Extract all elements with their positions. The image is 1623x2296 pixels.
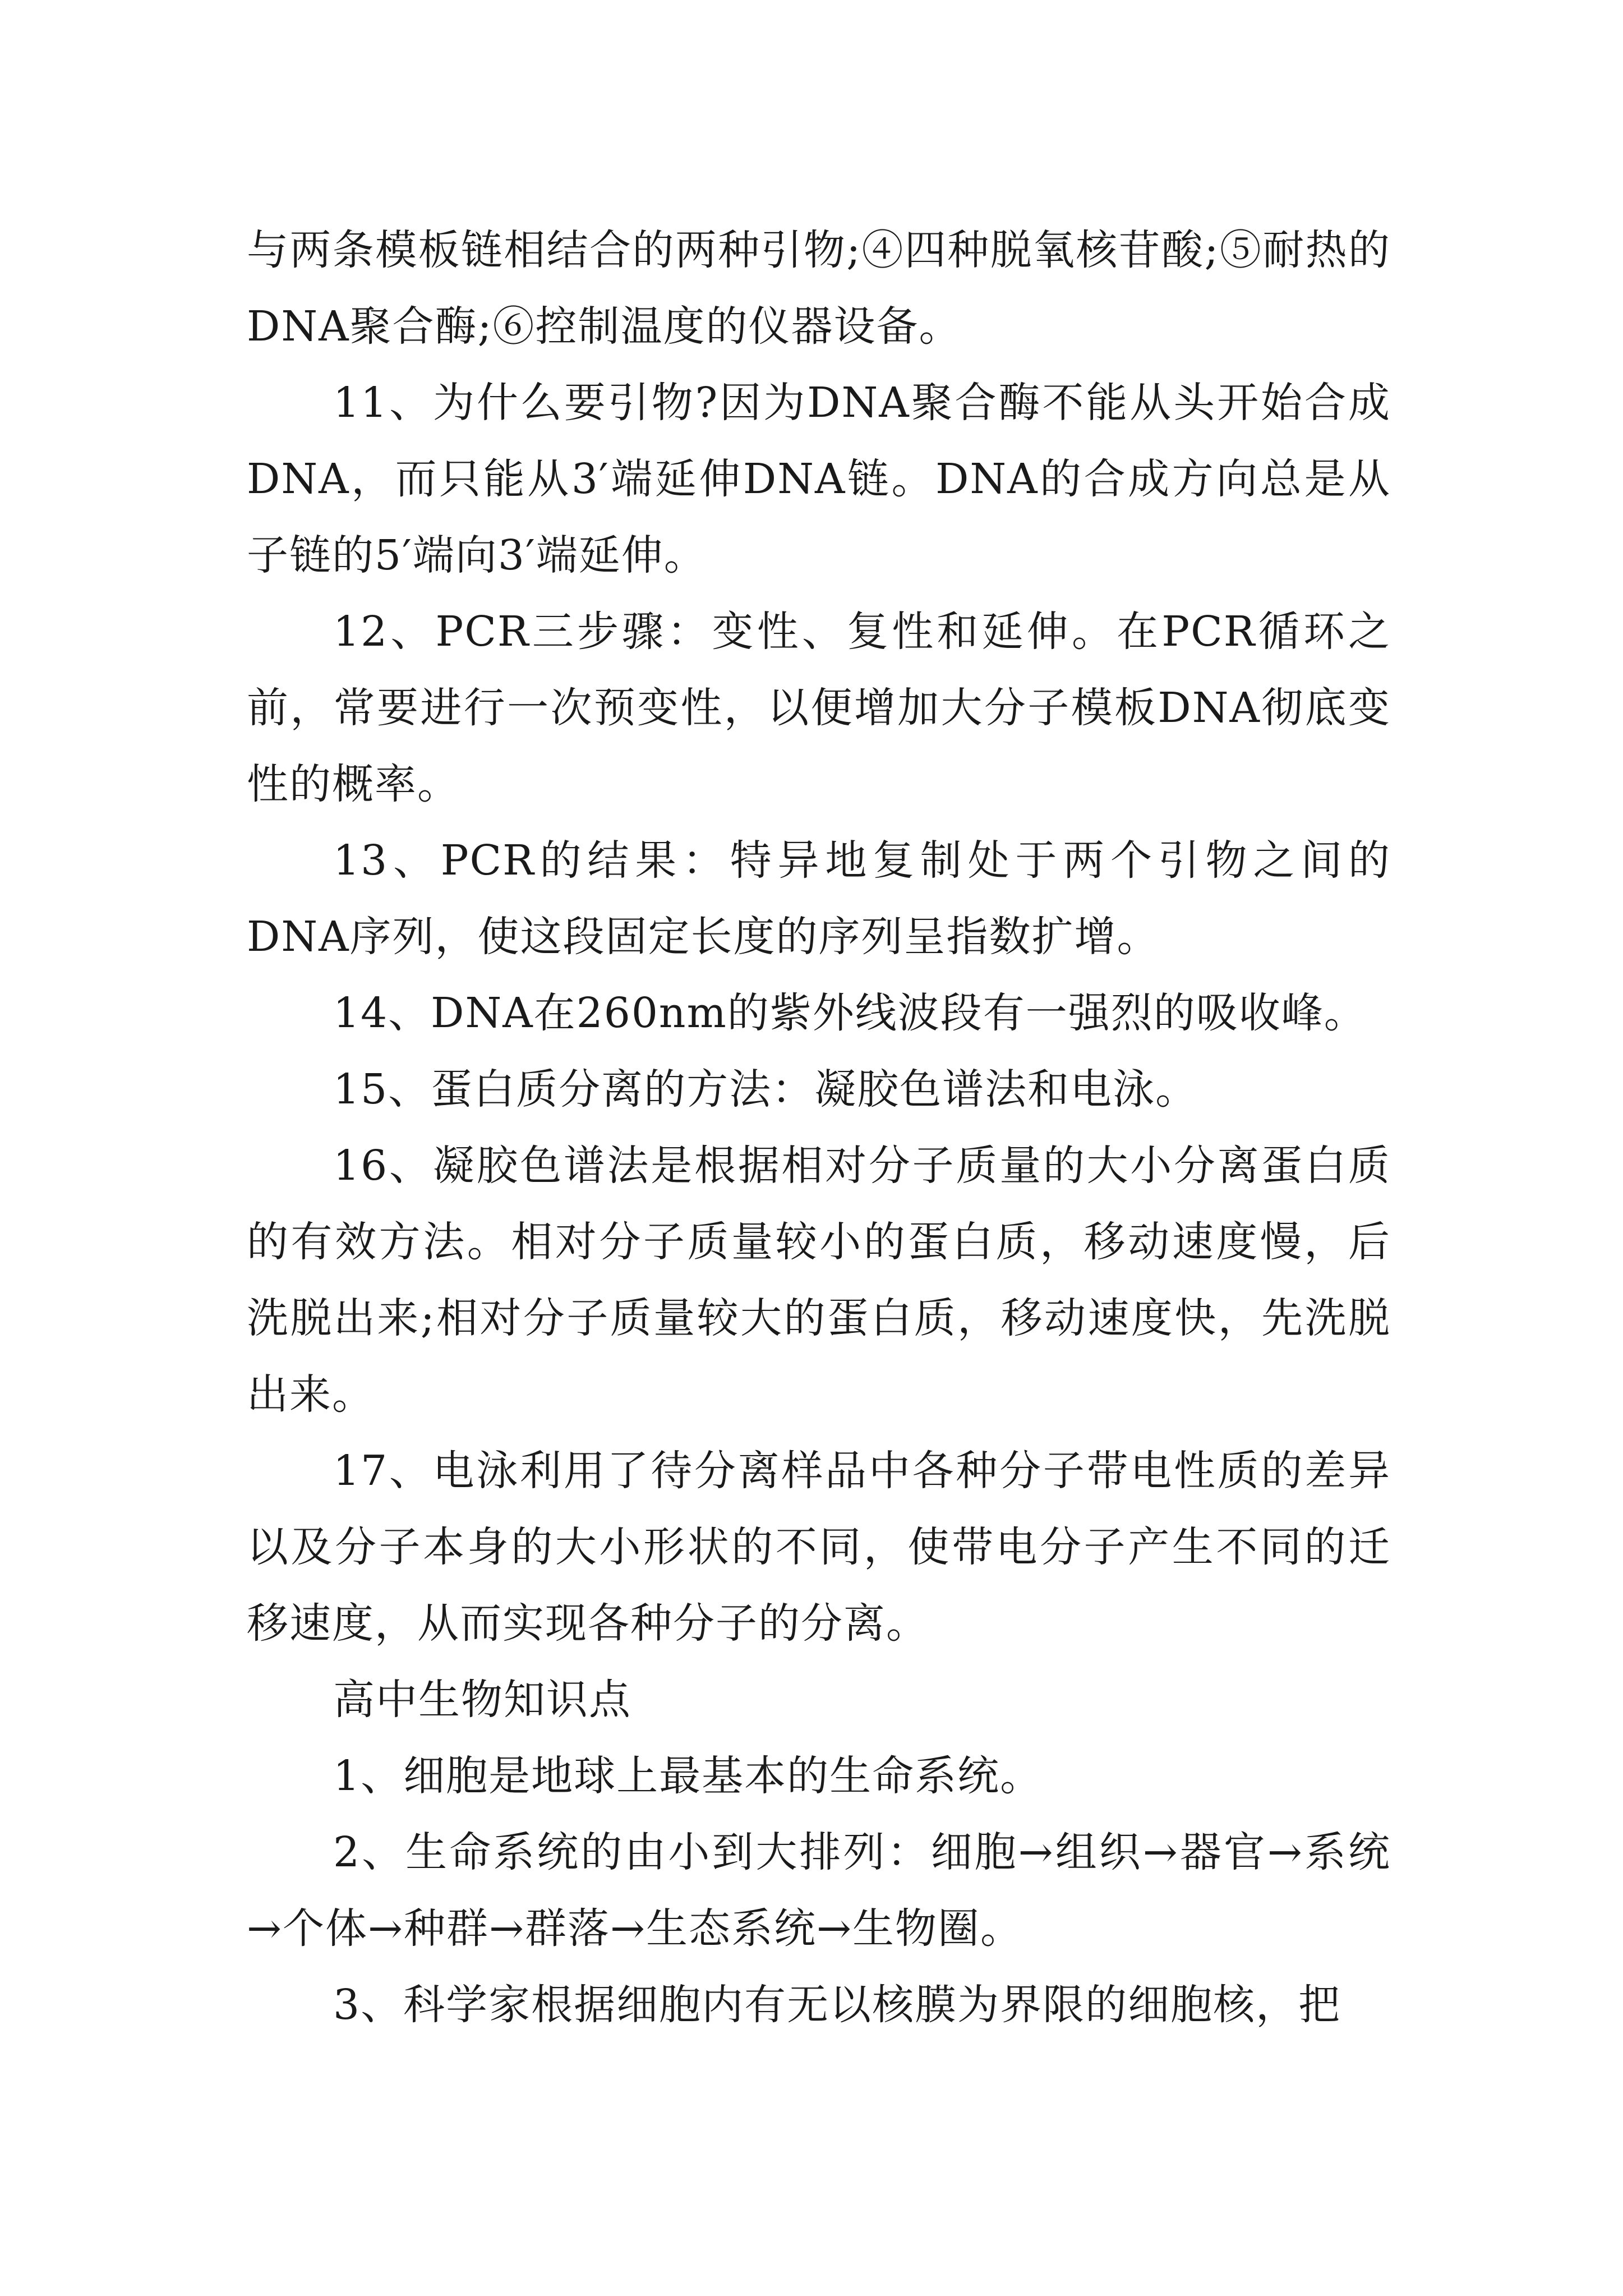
paragraph-1-cell-basic: 1、细胞是地球上最基本的生命系统。 <box>333 1752 1043 1800</box>
section-heading: 高中生物知识点 <box>333 1676 631 1724</box>
paragraph-17-electrophoresis: 17、电泳利用了待分离样品中各种分子带电性质的差异以及分子本身的大小形状的不同，使带电分子产生不同的迁移速度，从而实现各种分子的分离。 <box>247 1447 1391 1648</box>
paragraph-16-gel-chromatography: 16、凝胶色谱法是根据相对分子质量的大小分离蛋白质的有效方法。相对分子质量较小的蛋白质，移动速度慢，后洗脱出来;相对分子质量较大的蛋白质，移动速度快，先洗脱出来。 <box>247 1142 1391 1419</box>
paragraph-14-dna-absorption: 14、DNA在260nm的紫外线波段有一强烈的吸收峰。 <box>333 989 1367 1037</box>
paragraph-primers-materials: 与两条模板链相结合的两种引物;④四种脱氧核苷酸;⑤耐热的DNA聚合酶;⑥控制温度的仪器设备。 <box>247 226 1391 351</box>
paragraph-11-primer-reason: 11、为什么要引物?因为DNA聚合酶不能从头开始合成DNA，而只能从3′端延伸DNA链。DNA的合成方向总是从子链的5′端向3′端延伸。 <box>247 379 1391 579</box>
paragraph-15-protein-separation: 15、蛋白质分离的方法：凝胶色谱法和电泳。 <box>333 1065 1198 1114</box>
paragraph-13-pcr-result: 13、PCR的结果：特异地复制处于两个引物之间的DNA序列，使这段固定长度的序列呈指数扩增。 <box>247 836 1391 961</box>
document-body <box>247 212 1391 2043</box>
paragraph-3-nucleus-classification: 3、科学家根据细胞内有无以核膜为界限的细胞核，把 <box>333 1981 1341 2029</box>
paragraph-12-pcr-steps: 12、PCR三步骤：变性、复性和延伸。在PCR循环之前，常要进行一次预变性，以便增加大分子模板DNA彻底变性的概率。 <box>247 608 1391 808</box>
paragraph-2-life-system-order: 2、生命系统的由小到大排列：细胞→组织→器官→系统→个体→种群→群落→生态系统→生物圈。 <box>247 1828 1391 1953</box>
